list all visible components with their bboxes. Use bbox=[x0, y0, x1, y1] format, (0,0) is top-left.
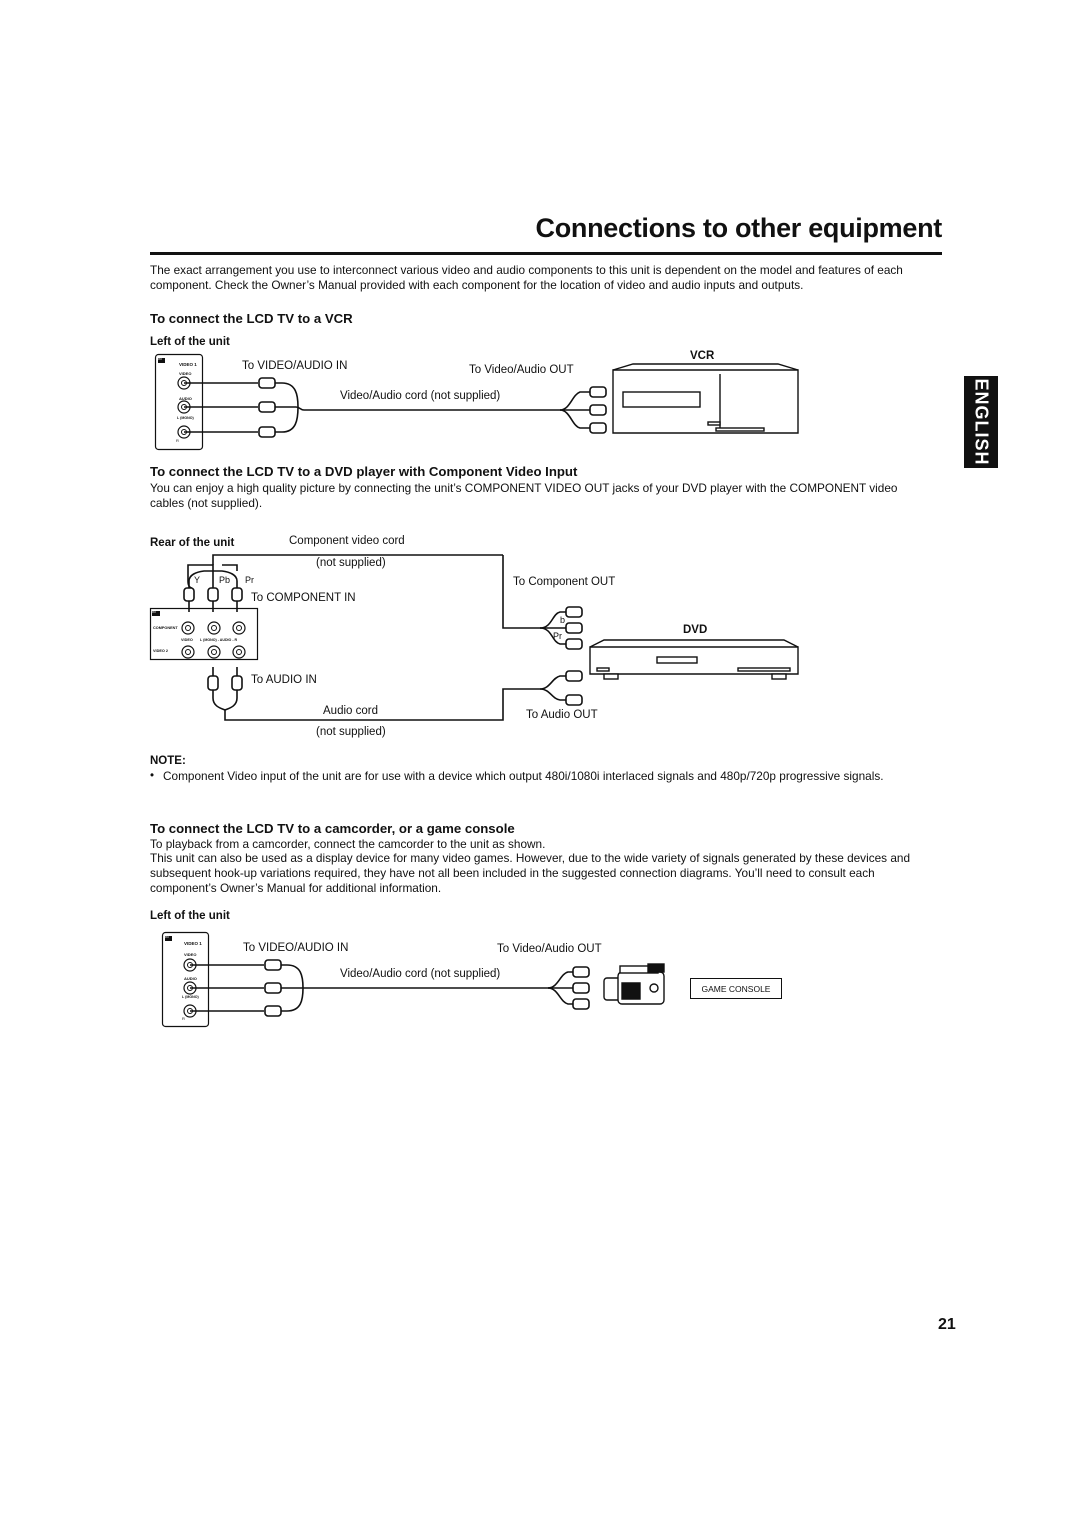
audio-not-supplied-label: (not supplied) bbox=[316, 726, 386, 738]
to-audio-out-label: To Audio OUT bbox=[526, 709, 598, 721]
note-bullet: • bbox=[150, 770, 155, 782]
audio-cord-label: Audio cord bbox=[323, 705, 378, 717]
camcorder-section-heading: To connect the LCD TV to a camcorder, or a game console bbox=[150, 821, 515, 836]
component-not-supplied-label: (not supplied) bbox=[316, 557, 386, 569]
vcr-panel-in-label: IN bbox=[158, 357, 162, 361]
vcr-panel-lmono-label: L (MONO) bbox=[177, 416, 194, 420]
cam-to-output-label: To Video/Audio OUT bbox=[497, 943, 602, 955]
vcr-panel-audio-label: AUDIO bbox=[179, 396, 192, 401]
jack-y-label: Y bbox=[194, 575, 201, 585]
note-text: Component Video input of the unit are for use with a device which output 480i/1080i interlaced signals and 480p/720p progressive signals. bbox=[163, 769, 884, 783]
dvd-section-body: You can enjoy a high quality picture by connecting the unit’s COMPONENT VIDEO OUT jacks of your DVD player with the COMPONENT video cables (not supplied). bbox=[150, 481, 898, 510]
cam-panel-r-label: R bbox=[182, 1016, 185, 1021]
rear-panel-component-label: COMPONENT bbox=[153, 626, 178, 630]
intro-paragraph: The exact arrangement you use to interconnect various video and audio components to this unit is dependent on the model and features of each component. Check the Owner’s Manual provided with each component for the location of video and audio inputs and outputs. bbox=[150, 263, 903, 292]
dvd-section-heading: To connect the LCD TV to a DVD player with Component Video Input bbox=[150, 464, 578, 479]
cam-panel-video1-label: VIDEO 1 bbox=[184, 941, 202, 946]
rear-panel-video2-label: VIDEO 2 bbox=[153, 649, 168, 653]
plug-b-label: b bbox=[560, 615, 566, 625]
rear-panel-in-label: IN bbox=[152, 610, 156, 614]
jack-pr-label: Pr bbox=[245, 575, 254, 585]
cam-cord-label: Video/Audio cord (not supplied) bbox=[340, 968, 501, 980]
vcr-device-label: VCR bbox=[690, 350, 715, 362]
camcorder-unit-label: Left of the unit bbox=[150, 910, 230, 922]
camcorder-line-1: To playback from a camcorder, connect the camcorder to the unit as shown. bbox=[150, 837, 546, 851]
camcorder-icon bbox=[604, 964, 664, 1004]
jack-pb-label: Pb bbox=[219, 575, 231, 585]
note-heading: NOTE: bbox=[150, 755, 186, 767]
vcr-to-input-label: To VIDEO/AUDIO IN bbox=[242, 360, 348, 372]
to-audio-in-label: To AUDIO IN bbox=[251, 674, 317, 686]
page-number: 21 bbox=[938, 1316, 956, 1333]
dvd-device-label: DVD bbox=[683, 624, 708, 636]
cam-panel-in-label: IN bbox=[165, 935, 169, 939]
cam-to-input-label: To VIDEO/AUDIO IN bbox=[243, 942, 349, 954]
component-cord-label: Component video cord bbox=[289, 535, 405, 547]
vcr-panel-video-label: VIDEO bbox=[179, 371, 192, 376]
to-component-in-label: To COMPONENT IN bbox=[251, 592, 356, 604]
language-tab-label: ENGLISH bbox=[971, 378, 992, 466]
vcr-unit-label: Left of the unit bbox=[150, 336, 230, 348]
cam-panel-lmono-label: L (MONO) bbox=[182, 995, 199, 999]
cam-panel-video-label: VIDEO bbox=[184, 952, 197, 957]
vcr-cord-label: Video/Audio cord (not supplied) bbox=[340, 390, 501, 402]
rear-panel-audio-label: L (MONO) - AUDIO - R bbox=[200, 638, 238, 642]
game-console-box: GAME CONSOLE bbox=[690, 978, 782, 999]
plug-pr-label: Pr bbox=[553, 631, 562, 641]
to-component-out-label: To Component OUT bbox=[513, 576, 616, 588]
dvd-unit-label: Rear of the unit bbox=[150, 537, 235, 549]
vcr-panel-video1-label: VIDEO 1 bbox=[179, 362, 197, 367]
rear-panel-video-label: VIDEO bbox=[181, 638, 193, 642]
vcr-section-heading: To connect the LCD TV to a VCR bbox=[150, 311, 353, 326]
vcr-panel-r-label: R bbox=[176, 438, 179, 443]
cam-panel-audio-label: AUDIO bbox=[184, 976, 197, 981]
camcorder-line-2: This unit can also be used as a display device for many video games. However, due to the wide variety of signals generated by these devices and subsequent hook-up variations required, they have not all been included in the suggested connection diagrams. You’ll need to consult each component’s Owner’s Manual for additional information. bbox=[150, 851, 911, 895]
vcr-to-output-label: To Video/Audio OUT bbox=[469, 364, 574, 376]
page-title: Connections to other equipment bbox=[535, 213, 942, 243]
